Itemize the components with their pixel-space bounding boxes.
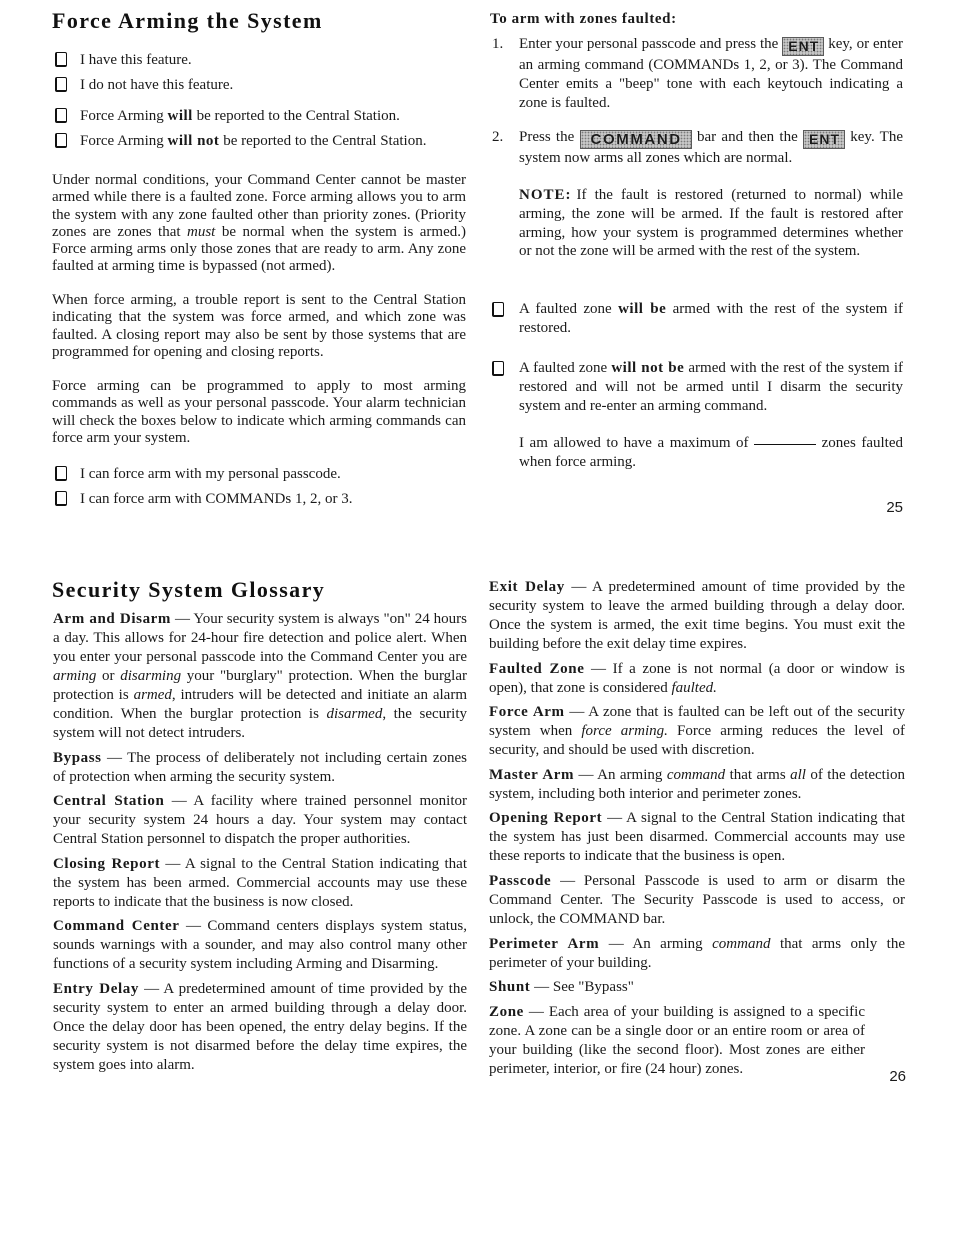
option-text: I have this feature.	[80, 52, 192, 68]
glossary-definition: — A facility where trained personnel monitor your security system 24 hours a day. Your system may contact Central Station personnel to dispatch the proper authorities.	[53, 793, 467, 848]
glossary-term: Command Center	[53, 918, 180, 935]
glossary-entry-passcode	[489, 872, 905, 929]
glossary-definition: Force arming reduces the level of security, and should be used with discretion.	[489, 723, 905, 759]
page-number: 26	[889, 1068, 906, 1085]
option-emphasis: will	[167, 108, 193, 124]
paragraph-text: When force arming, a trouble report is sent to the Central Station indicating that the system was force armed, and which zone was faulted. A closing report may also be sent by those systems that are programmed for opening and closing reports.	[52, 292, 466, 360]
glossary-term: Entry Delay	[53, 980, 139, 997]
glossary-definition: — Your security system is always "on" 24 hours a day. This allows for 24-hour fire detection and police alert. When you enter your personal passcode into the Command Center you are	[53, 611, 468, 665]
glossary-definition: , intruders will be detected and initiate an alarm condition. When the burglar protection is	[53, 687, 467, 722]
note-text: If the fault is restored (returned to normal) while arming, the zone will be armed. If the fault is restored after arming, how your system is programmed determines whether or not the zone will be armed with the rest of the system.	[519, 187, 903, 260]
step-text-part: key, or enter an arming command (COMMANDs 1, 2, or 3). The Command Center emits a "beep" tone with each keytouch indicating a zone is faulted.	[519, 36, 903, 111]
glossary-entry-central-station	[53, 792, 467, 849]
step-text-part: Enter your personal passcode and press the	[519, 36, 783, 52]
passcode-option-personal	[52, 465, 466, 483]
glossary-entry-closing-report	[53, 855, 467, 912]
step-text	[519, 35, 903, 113]
passcode-option-commands	[52, 490, 466, 508]
step-2	[492, 128, 903, 168]
step-text-part: key. The system now arms all zones which are normal.	[519, 129, 904, 166]
glossary-entry-force-arm	[489, 703, 905, 760]
page-title: Force Arming the System	[52, 8, 323, 33]
note-label: NOTE:	[519, 187, 572, 203]
glossary-term: Faulted Zone	[489, 660, 585, 677]
checkbox-icon	[55, 133, 67, 148]
glossary-right-column	[489, 578, 905, 1084]
glossary-definition: — Personal Passcode is used to arm or disarm the Command Center. The Security Passcode is used to access, or unlock, the COMMAND bar.	[489, 872, 905, 927]
glossary-term: Central Station	[53, 793, 165, 810]
checkbox-icon	[55, 52, 67, 67]
glossary-definition: , the security system will not detect intruders.	[53, 706, 467, 741]
glossary-definition: or	[96, 668, 121, 684]
glossary-emphasis: disarmed	[326, 706, 383, 722]
glossary-emphasis: command	[712, 935, 771, 952]
steps-heading: To arm with zones faulted:	[490, 11, 677, 27]
option-text: I do not have this feature.	[80, 77, 234, 93]
glossary-definition: — A predetermined amount of time provided by the security system to enter an armed building through a delay door. Once the delay door has been opened, the entry delay begins. If the security system is not disarmed before the delay time expires, the system goes into alarm.	[53, 980, 467, 1073]
glossary-definition: — A signal to the Central Station indicating that the system has been armed. Commercial accounts may use these reports to indicate that the business is now closed.	[53, 855, 467, 910]
paragraph-text: be normal when the system is armed.) Force arming arms only those zones that are ready to arm. Any zone faulted at arming time is bypassed (not armed).	[52, 223, 467, 275]
italic-emphasis: must	[187, 223, 216, 240]
glossary-term: Zone	[489, 1003, 524, 1020]
ent-key-label: ENT	[782, 37, 824, 56]
feature-option-have-not	[52, 76, 466, 94]
glossary-definition: — An arming	[599, 935, 713, 952]
glossary-entry-shunt	[489, 978, 905, 997]
glossary-definition: — A predetermined amount of time provided by the security system to leave the armed building through a delay door. Once the system is armed, the exit time begins. You must exit the building before the exit delay time expires.	[489, 579, 905, 652]
glossary-emphasis: disarming	[120, 668, 182, 684]
glossary-definition: your "burglary" protection. When the burglar protection is	[53, 668, 468, 703]
ent-key-label: ENT	[803, 130, 845, 149]
step-text	[519, 128, 903, 168]
restore-option-will-be	[490, 300, 903, 338]
glossary-emphasis: armed	[133, 687, 172, 703]
page-number: 25	[886, 499, 903, 516]
glossary-entry-perimeter-arm	[489, 935, 905, 973]
paragraph-text: Under normal conditions, your Command Center cannot be master armed while there is a faulted zone. Force arming allows you to arm the system with any zone faulted other than priority zones. (Priority zones are zones that	[52, 172, 466, 240]
glossary-definition: of the detection system, including both interior and perimeter zones.	[489, 766, 906, 802]
option-emphasis: will not be	[611, 360, 685, 376]
option-text: be reported to the Central Station.	[219, 133, 427, 149]
paragraph-text: Force arming can be programmed to apply to most arming commands as well as your personal passcode. Your alarm technician will check the boxes below to indicate which arming commands can force arm your system.	[52, 378, 466, 446]
report-option-will	[52, 107, 466, 125]
glossary-entry-arm-and-disarm	[53, 610, 467, 743]
option-text: I can force arm with my personal passcode.	[80, 466, 341, 482]
checkbox-icon	[492, 302, 504, 317]
glossary-emphasis: all	[790, 766, 806, 783]
glossary-entry-bypass	[53, 749, 467, 787]
step-text-part: bar and then the	[691, 129, 803, 145]
glossary-term: Exit Delay	[489, 579, 565, 595]
glossary-entry-opening-report	[489, 809, 905, 866]
feature-option-have	[52, 51, 466, 69]
option-text: A faulted zone	[519, 301, 619, 317]
checkbox-icon	[55, 108, 67, 123]
fill-in-blank-line	[754, 443, 816, 445]
glossary-definition: — Command centers displays system status, sounds warnings with a sounder, and may also control many other functions of a security system including Arming and Disarming.	[53, 918, 467, 973]
paragraph-trouble-report	[52, 292, 466, 361]
glossary-term: Perimeter Arm	[489, 935, 600, 952]
glossary-definition: — An arming	[574, 766, 667, 783]
glossary-entry-command-center	[53, 917, 467, 974]
paragraph-force-arming-intro	[52, 172, 466, 276]
step-number: 2.	[492, 129, 504, 145]
glossary-entry-zone	[489, 1003, 905, 1079]
glossary-term: Arm and Disarm	[53, 611, 172, 627]
checkbox-icon	[55, 77, 67, 92]
max-faulted-zones	[519, 434, 903, 472]
glossary-emphasis: faulted.	[671, 679, 717, 696]
glossary-term: Passcode	[489, 872, 552, 889]
glossary-term: Bypass	[53, 749, 102, 766]
checkbox-icon	[55, 466, 67, 481]
glossary-entry-exit-delay	[489, 578, 905, 654]
option-text: armed with the rest of the system if restored and will not be armed until I disarm the security system and re-enter an arming command.	[519, 360, 903, 414]
glossary-title: Security System Glossary	[52, 577, 326, 602]
option-text: armed with the rest of the system if restored.	[519, 301, 903, 336]
report-option-will-not	[52, 132, 466, 150]
glossary-entry-entry-delay	[53, 980, 467, 1075]
glossary-left-column	[53, 610, 467, 1081]
glossary-term: Master Arm	[489, 766, 575, 783]
option-text: Force Arming	[80, 133, 168, 149]
glossary-definition: — A zone that is faulted can be left out of the security system when	[489, 704, 905, 740]
step-text-part: Press the	[519, 129, 580, 145]
command-key-label: COMMAND	[580, 130, 692, 149]
restore-option-will-not-be	[490, 359, 903, 416]
glossary-term: Force Arm	[489, 704, 565, 721]
option-emphasis: will not	[167, 133, 220, 149]
glossary-term: Shunt	[489, 979, 531, 996]
checkbox-icon	[55, 491, 67, 506]
glossary-definition: — If a zone is not normal (a door or window is open), that zone is considered	[489, 660, 905, 696]
glossary-term: Opening Report	[489, 810, 603, 827]
paragraph-programming	[52, 378, 466, 447]
option-emphasis: will be	[618, 301, 667, 317]
glossary-definition: that arms	[725, 766, 791, 783]
glossary-emphasis: force arming.	[581, 723, 668, 740]
option-text: I can force arm with COMMANDs 1, 2, or 3.	[80, 491, 353, 507]
checkbox-icon	[492, 361, 504, 376]
option-text: Force Arming	[80, 108, 168, 124]
glossary-definition: — The process of deliberately not including certain zones of protection when arming the security system.	[53, 749, 467, 785]
max-faulted-text: zones faulted when force arming.	[519, 435, 903, 470]
glossary-entry-master-arm	[489, 766, 905, 804]
option-text: be reported to the Central Station.	[192, 108, 400, 124]
max-faulted-text: I am allowed to have a maximum of	[519, 435, 755, 451]
glossary-emphasis: arming	[53, 668, 97, 684]
glossary-term: Closing Report	[53, 855, 161, 872]
step-1	[492, 35, 903, 113]
glossary-definition: — Each area of your building is assigned to a specific zone. A zone can be a single door or an entire room or area of your building (like the second floor). Most zones are either perimeter, interior, or fire (24 hour) zones.	[489, 1003, 865, 1077]
glossary-definition: — See "Bypass"	[530, 979, 634, 996]
option-text: A faulted zone	[519, 360, 612, 376]
glossary-definition: — A signal to the Central Station indicating that the system has just been disarmed. Commercial accounts may use these reports to indicate that the business is open.	[489, 810, 906, 865]
note	[519, 186, 903, 261]
glossary-definition: that arms only the perimeter of your building.	[489, 935, 905, 971]
glossary-entry-faulted-zone	[489, 660, 905, 698]
glossary-emphasis: command	[666, 766, 726, 783]
step-number: 1.	[492, 36, 504, 52]
